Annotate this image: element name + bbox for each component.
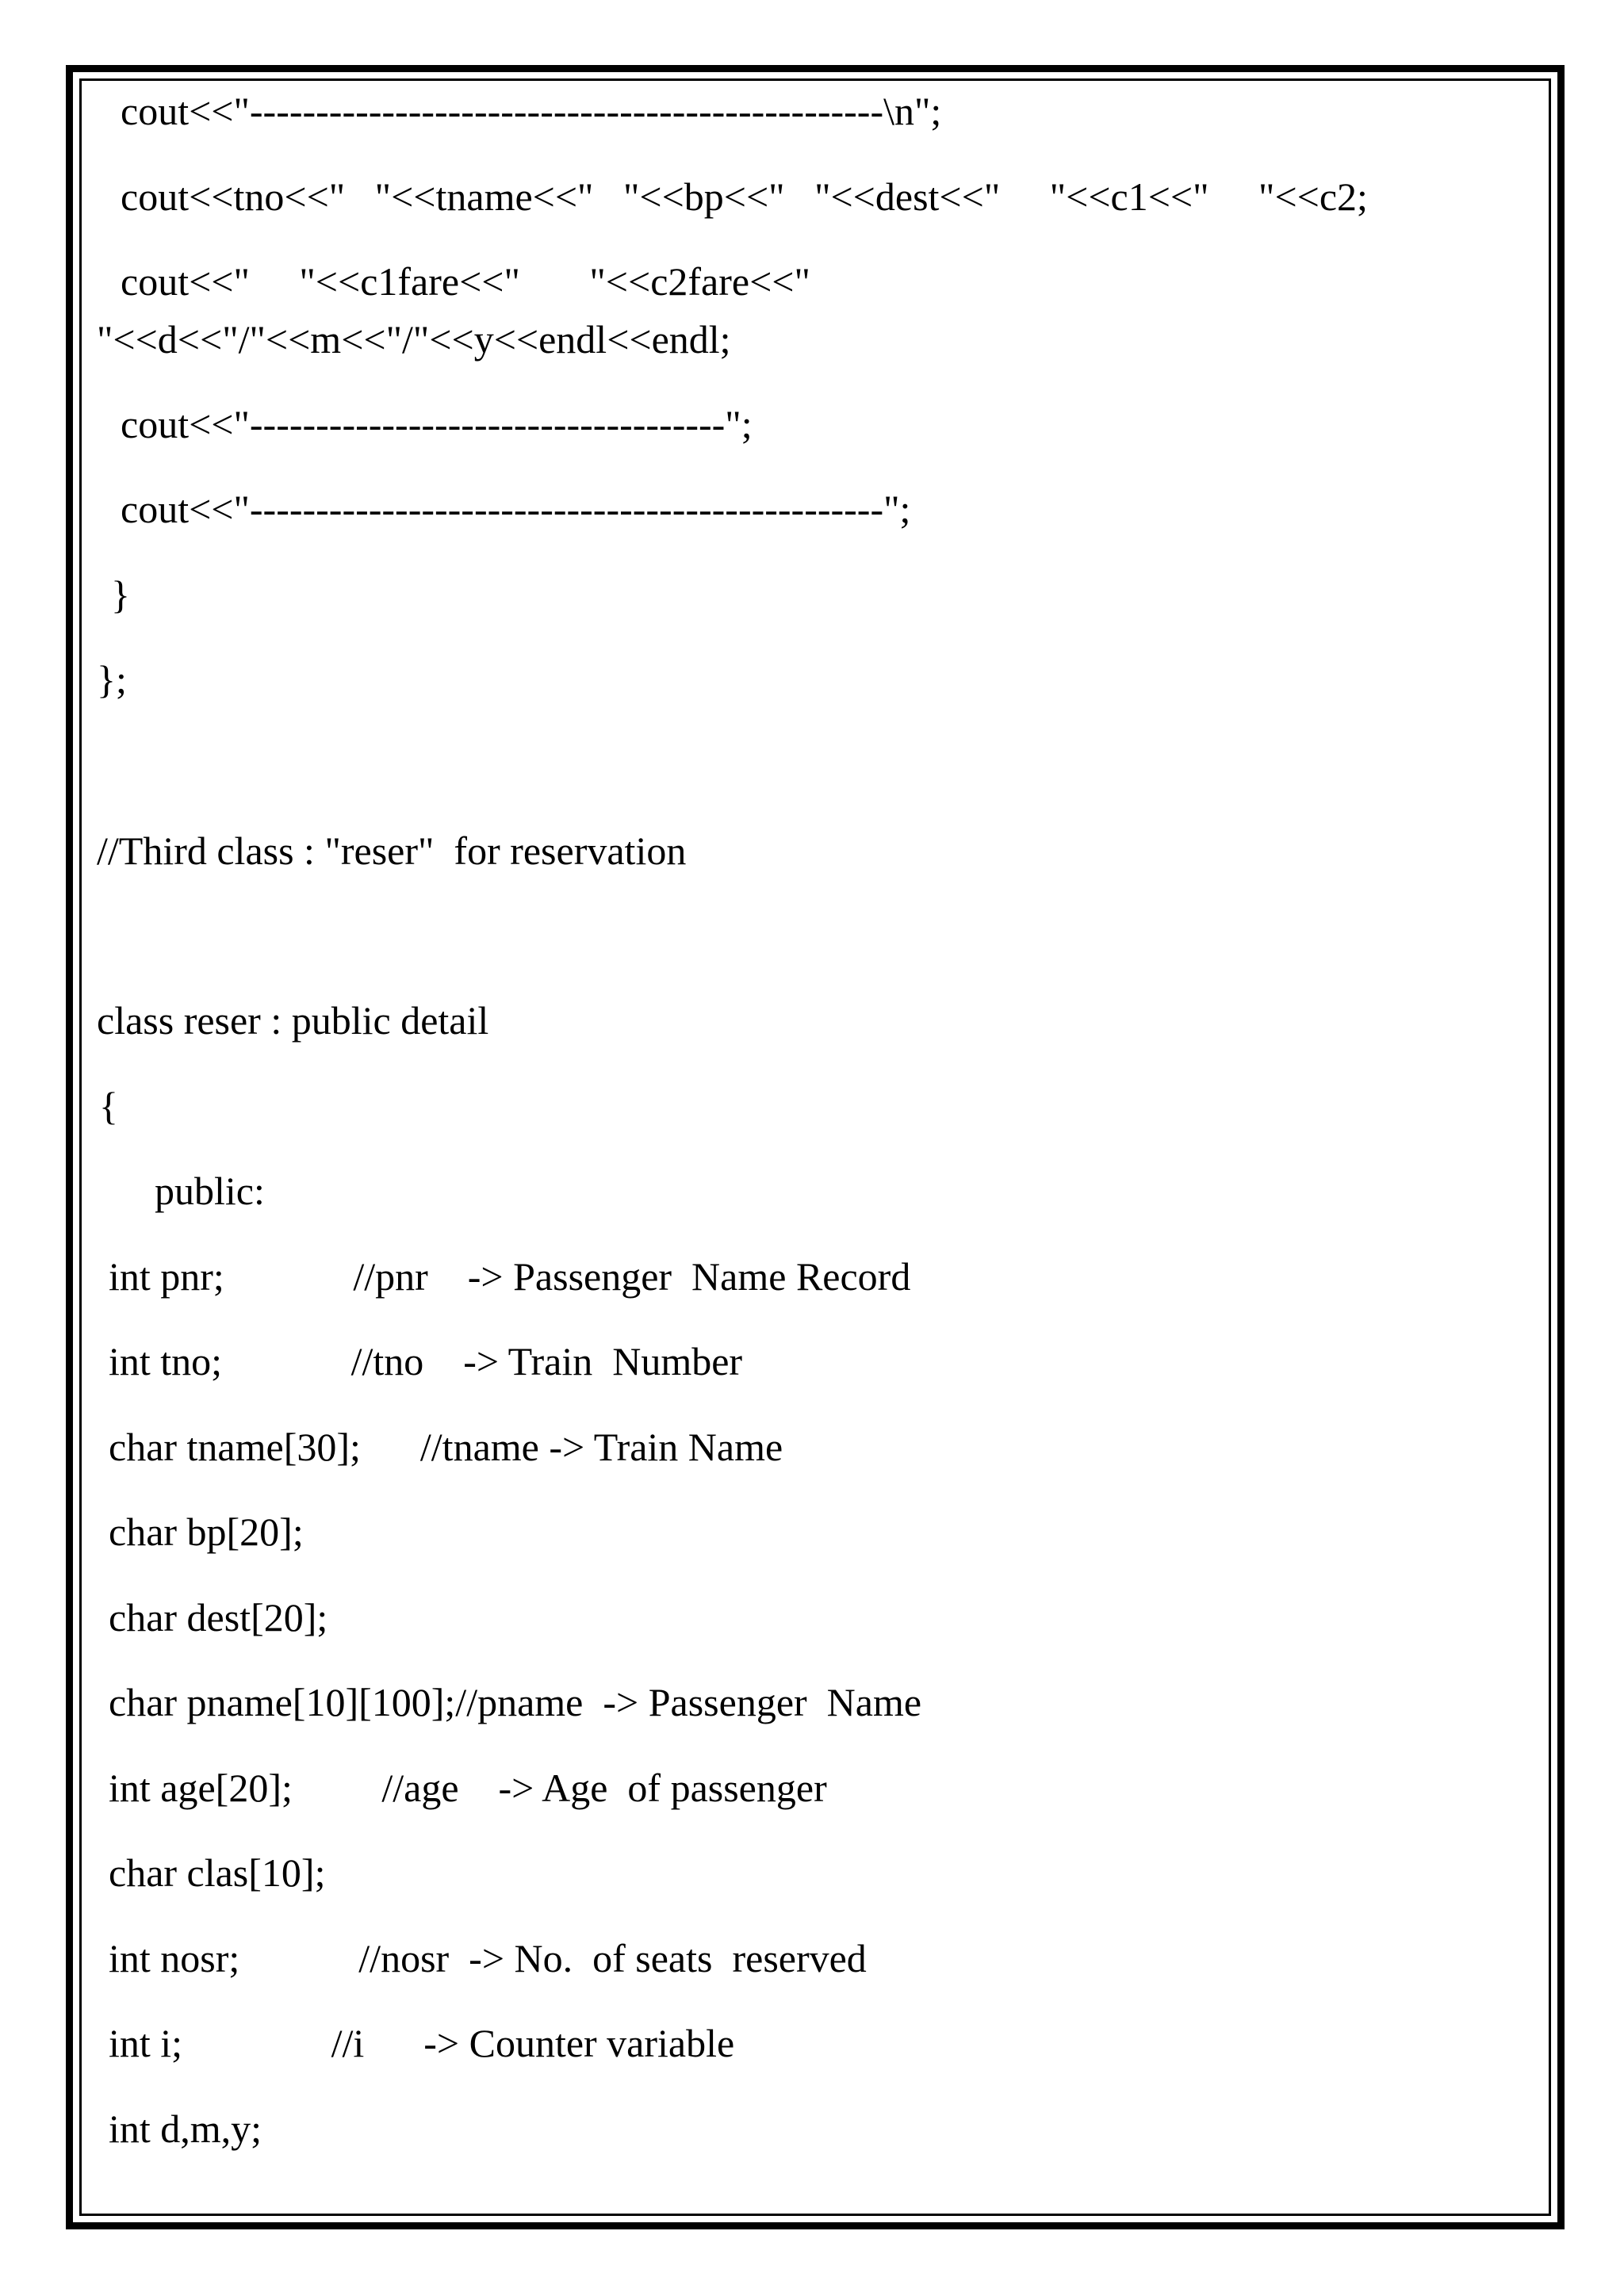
code-line: class reser : public detail bbox=[97, 998, 489, 1043]
code-line: int d,m,y; bbox=[109, 2107, 262, 2151]
code-line: public: bbox=[155, 1169, 265, 1213]
code-line: int tno; //tno -> Train Number bbox=[109, 1339, 743, 1383]
code-line: cout<<" "<<c1fare<<" "<<c2fare<<" bbox=[121, 259, 810, 304]
code-line: char clas[10]; bbox=[109, 1850, 326, 1895]
code-line: int pnr; //pnr -> Passenger Name Record bbox=[109, 1254, 911, 1299]
code-line: cout<<"------------------------------------"; bbox=[121, 402, 753, 446]
code-line: int i; //i -> Counter variable bbox=[109, 2021, 735, 2065]
code-line: char tname[30]; //tname -> Train Name bbox=[109, 1425, 783, 1469]
code-line: "<<d<<"/"<<m<<"/"<<y<<endl<<endl; bbox=[97, 317, 731, 362]
code-line: cout<<"------------------------------------------------\n"; bbox=[121, 89, 942, 133]
code-line: char pname[10][100];//pname -> Passenger Name bbox=[109, 1680, 922, 1724]
code-line: char bp[20]; bbox=[109, 1510, 304, 1554]
code-comment: //Third class : "reser" for reservation bbox=[97, 828, 687, 873]
code-line: cout<<tno<<" "<<tname<<" "<<bp<<" "<<dest<<" "<<c1<<" "<<c2; bbox=[121, 174, 1368, 219]
code-line: cout<<"------------------------------------------------"; bbox=[121, 487, 911, 531]
code-line: char dest[20]; bbox=[109, 1595, 328, 1640]
code-line: int nosr; //nosr -> No. of seats reserved bbox=[109, 1936, 867, 1980]
code-line: int age[20]; //age -> Age of passenger bbox=[109, 1766, 827, 1810]
code-line: }; bbox=[97, 657, 127, 702]
code-line: { bbox=[99, 1084, 118, 1128]
code-line: } bbox=[111, 572, 130, 617]
